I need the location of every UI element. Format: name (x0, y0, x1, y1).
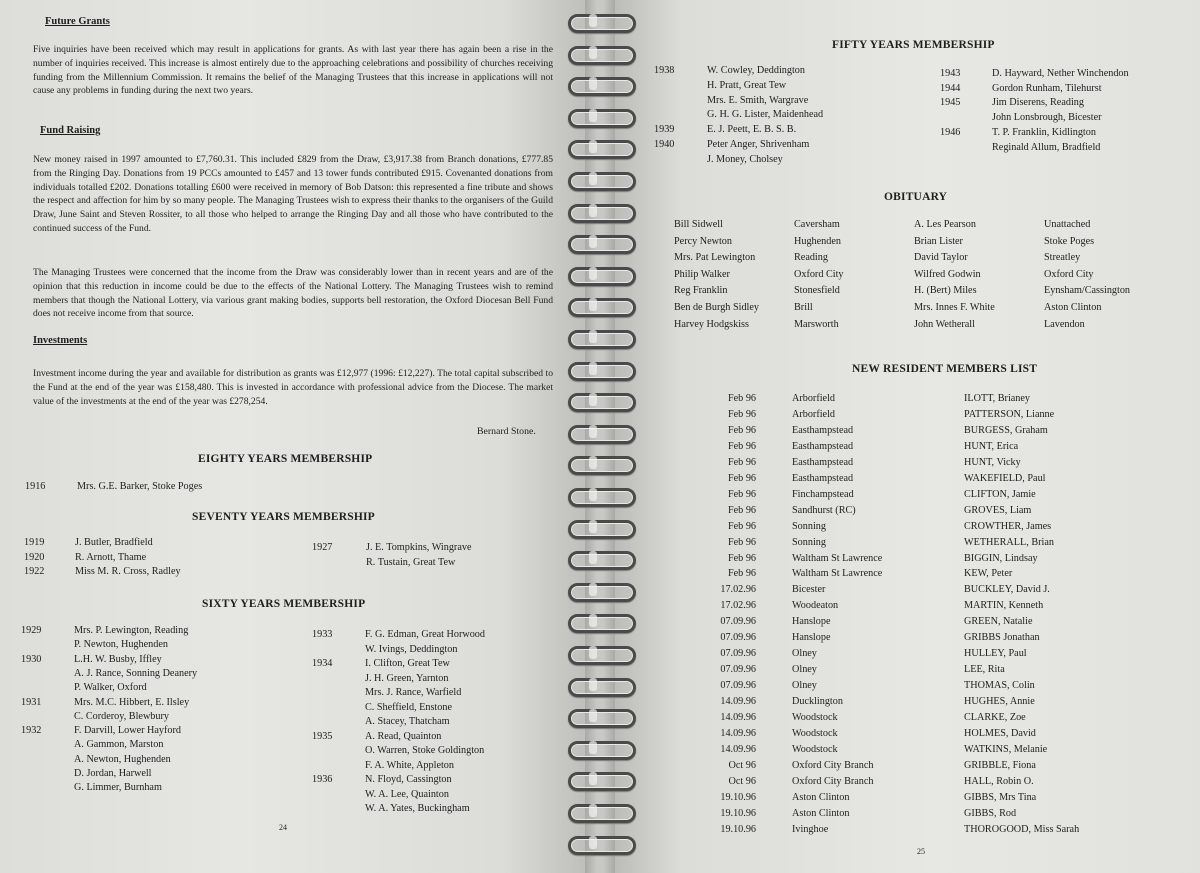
member-name: L.H. W. Busby, Iffley (74, 653, 162, 665)
member-name: D. Jordan, Harwell (74, 768, 152, 779)
member-name: Peter Anger, Shrivenham (707, 139, 810, 150)
member-name: A. Gammon, Marston (74, 739, 164, 751)
obituary-name: H. (Bert) Miles (914, 285, 977, 297)
member-name: G. H. G. Lister, Maidenhead (707, 109, 824, 121)
member-name: THOROGOOD, Miss Sarah (964, 823, 1080, 835)
member-date: Feb 96 (727, 393, 756, 404)
member-tower: Sonning (792, 536, 826, 548)
member-name: BIGGIN, Lindsay (964, 552, 1038, 564)
member-date: Feb 96 (727, 408, 756, 420)
member-date: Feb 96 (727, 424, 756, 436)
lottery-text: The Managing Trustees were concerned that the income from the Draw was considerably lower than in recent years and are of the opinion that this reduction in income could be due to the effects of the National Lottery. The Managing Trustees wish to remind members that though the National Lottery, via various grant making bodies, supports bell restoration, the Oxford Diocesan Bell Fund does not receive income from that source. (33, 267, 553, 320)
obituary-name: Percy Newton (674, 235, 732, 247)
member-name: MARTIN, Kenneth (964, 600, 1044, 612)
right-page (610, 0, 1200, 873)
member-date: Oct 96 (728, 775, 756, 787)
membership-year: 1936 (312, 774, 333, 785)
binding-ring (568, 330, 636, 349)
seventy-years-title: SEVENTY YEARS MEMBERSHIP (192, 511, 375, 523)
member-date: Feb 96 (727, 552, 756, 564)
member-name: Mrs. M.C. Hibbert, E. Ilsley (74, 696, 190, 708)
binding-ring (568, 614, 636, 633)
member-name: O. Warren, Stoke Goldington (365, 745, 485, 756)
member-name: N. Floyd, Cassington (365, 774, 452, 785)
membership-year: 1938 (654, 65, 675, 76)
member-name: WATKINS, Melanie (964, 743, 1048, 755)
obituary-place: Oxford City (1044, 268, 1094, 280)
member-name: Gordon Runham, Tilehurst (992, 82, 1102, 94)
member-name: Mrs. G.E. Barker, Stoke Poges (77, 481, 203, 492)
member-name: W. Ivings, Deddington (365, 643, 458, 655)
member-name: F. G. Edman, Great Horwood (365, 629, 485, 640)
member-name: T. P. Franklin, Kidlington (992, 126, 1096, 138)
member-date: 14.09.96 (720, 696, 756, 708)
obituary-place: Oxford City (794, 268, 844, 280)
member-name: ILOTT, Brianey (964, 393, 1031, 404)
member-tower: Woodstock (792, 743, 838, 755)
member-date: Feb 96 (727, 568, 756, 580)
eighty-years-title: EIGHTY YEARS MEMBERSHIP (198, 453, 373, 465)
member-name: J. Butler, Bradfield (75, 537, 153, 548)
member-tower: Aston Clinton (792, 807, 850, 819)
member-date: 14.09.96 (720, 712, 756, 723)
member-name: Miss M. R. Cross, Radley (75, 566, 181, 577)
member-date: 14.09.96 (720, 727, 756, 739)
member-tower: Oxford City Branch (792, 759, 874, 771)
obituary-place: Stonesfield (794, 285, 840, 297)
member-tower: Bicester (792, 584, 826, 596)
member-date: Feb 96 (727, 536, 756, 548)
member-name: W. A. Lee, Quainton (365, 788, 449, 800)
member-tower: Finchampstead (792, 488, 854, 500)
member-tower: Easthampstead (792, 472, 854, 484)
member-date: Feb 96 (727, 440, 756, 452)
member-tower: Arborfield (792, 408, 835, 420)
member-tower: Easthampstead (792, 440, 854, 452)
membership-year: 1927 (312, 542, 333, 553)
member-name: CLARKE, Zoe (964, 712, 1026, 723)
member-tower: Woodstock (792, 712, 838, 723)
member-name: W. Cowley, Deddington (707, 65, 805, 76)
membership-year: 1930 (21, 653, 42, 665)
binding-ring (568, 109, 636, 128)
member-name: LEE, Rita (964, 664, 1005, 676)
member-name: GRIBBS Jonathan (964, 632, 1040, 644)
membership-year: 1929 (21, 625, 42, 636)
member-name: C. Sheffield, Enstone (365, 701, 452, 713)
binding-ring (568, 836, 636, 855)
obituary-name: Bill Sidwell (674, 219, 723, 230)
member-name: HOLMES, David (964, 727, 1036, 739)
member-tower: Woodeaton (792, 600, 839, 612)
member-tower: Aston Clinton (792, 791, 850, 803)
fifty-years-title: FIFTY YEARS MEMBERSHIP (832, 39, 995, 51)
obituary-name: A. Les Pearson (914, 219, 976, 230)
binding-ring (568, 140, 636, 159)
investments-heading: Investments (33, 335, 88, 346)
member-name: G. Limmer, Burnham (74, 782, 162, 794)
binding-ring (568, 14, 636, 33)
binding-ring (568, 235, 636, 254)
membership-year: 1945 (940, 97, 961, 109)
binding-ring (568, 646, 636, 665)
member-name: CLIFTON, Jamie (964, 488, 1036, 500)
obituary-name: Harvey Hodgskiss (674, 318, 749, 330)
member-date: Feb 96 (727, 520, 756, 532)
binding-ring (568, 583, 636, 602)
member-name: P. Newton, Hughenden (74, 639, 168, 651)
member-name: BUCKLEY, David J. (964, 584, 1050, 596)
member-date: 17.02.96 (720, 600, 756, 612)
member-date: 07.09.96 (720, 664, 756, 676)
member-name: A. Newton, Hughenden (74, 753, 171, 765)
member-tower: Hanslope (792, 616, 831, 628)
member-name: F. Darvill, Lower Hayford (74, 725, 181, 737)
membership-year: 1916 (25, 481, 46, 492)
member-name: A. Read, Quainton (365, 730, 442, 742)
obituary-name: John Wetherall (914, 318, 975, 330)
page-number-right: 25 (917, 847, 925, 856)
membership-year: 1933 (312, 629, 333, 640)
member-tower: Olney (792, 664, 817, 676)
member-name: WETHERALL, Brian (964, 536, 1054, 548)
obituary-place: Hughenden (794, 235, 841, 247)
binding-ring (568, 362, 636, 381)
member-date: Feb 96 (727, 456, 756, 468)
member-name: GRIBBLE, Fiona (964, 759, 1036, 771)
member-tower: Sonning (792, 520, 826, 532)
membership-year: 1934 (312, 658, 333, 669)
obituary-place: Streatley (1044, 252, 1081, 264)
binding-ring (568, 46, 636, 65)
member-name: C. Corderoy, Blewbury (74, 710, 169, 722)
binding-ring (568, 77, 636, 96)
member-date: 07.09.96 (720, 616, 756, 628)
binding-ring (568, 425, 636, 444)
member-name: J. Money, Cholsey (707, 153, 783, 165)
member-name: D. Hayward, Nether Winchendon (992, 68, 1129, 79)
member-date: 17.02.96 (720, 584, 756, 596)
member-name: HULLEY, Paul (964, 648, 1027, 660)
obituary-name: Mrs. Innes F. White (914, 302, 995, 313)
member-name: J. H. Green, Yarnton (365, 672, 449, 684)
obituary-name: David Taylor (914, 252, 968, 264)
member-date: Feb 96 (727, 504, 756, 516)
member-tower: Arborfield (792, 393, 835, 404)
obituary-title: OBITUARY (884, 191, 948, 203)
member-date: 07.09.96 (720, 648, 756, 660)
member-tower: Hanslope (792, 632, 831, 644)
binding-ring (568, 741, 636, 760)
obituary-place: Stoke Poges (1044, 235, 1095, 247)
member-tower: Waltham St Lawrence (792, 552, 883, 564)
obituary-place: Caversham (794, 219, 840, 230)
member-date: 14.09.96 (720, 743, 756, 755)
member-name: Mrs. E. Smith, Wargrave (707, 94, 809, 106)
obituary-name: Philip Walker (674, 268, 730, 280)
member-tower: Oxford City Branch (792, 775, 874, 787)
member-name: HUNT, Erica (964, 440, 1019, 452)
member-name: Reginald Allum, Bradfield (992, 141, 1101, 153)
member-name: Mrs. P. Lewington, Reading (74, 625, 189, 636)
member-name: R. Arnott, Thame (75, 551, 147, 563)
binding-ring (568, 456, 636, 475)
member-name: HUGHES, Annie (964, 696, 1035, 708)
binding-ring (568, 172, 636, 191)
member-date: 19.10.96 (720, 807, 756, 819)
membership-year: 1935 (312, 730, 333, 742)
membership-year: 1932 (21, 725, 42, 737)
membership-year: 1944 (940, 82, 961, 94)
member-name: Jim Diserens, Reading (992, 97, 1084, 109)
membership-year: 1946 (940, 126, 961, 138)
membership-year: 1943 (940, 68, 961, 79)
member-name: BURGESS, Graham (964, 424, 1048, 436)
fund-raising-text: New money raised in 1997 amounted to £7,760.31. This included £829 from the Draw, £3,917.38 from Branch donations, £777.85 from the Ringing Day. Donations from 19 PCCs amounted to £457 and 13 tower funds contributed £915. Covenanted donations from individuals totalled £202. Donations totalling £600 were received in memory of Bob Datson: this represented a fine tribute and shows the respect and affection for him by so many people. The Managing Trustees wish to express their thanks to the organisers of the Guild Draw, June Saint and Steven Rossiter, to all those who helped to arrange the Ringing Day and all those who have contributed to the continued success of the Fund. (33, 154, 553, 234)
member-name: J. E. Tompkins, Wingrave (366, 542, 472, 553)
member-date: Feb 96 (727, 472, 756, 484)
member-name: GIBBS, Rod (964, 807, 1017, 819)
page-number-left: 24 (279, 823, 287, 832)
left-page (0, 0, 590, 873)
member-name: GREEN, Natalie (964, 616, 1033, 628)
member-tower: Olney (792, 648, 817, 660)
binding-ring (568, 204, 636, 223)
member-tower: Olney (792, 680, 817, 692)
signature: Bernard Stone. (477, 426, 536, 437)
obituary-name: Reg Franklin (674, 285, 728, 297)
member-date: 19.10.96 (720, 791, 756, 803)
obituary-place: Aston Clinton (1044, 302, 1102, 313)
membership-year: 1940 (654, 139, 675, 150)
member-tower: Waltham St Lawrence (792, 568, 883, 580)
member-name: KEW, Peter (964, 568, 1013, 580)
member-name: W. A. Yates, Buckingham (365, 803, 470, 814)
member-name: P. Walker, Oxford (74, 682, 147, 694)
fund-raising-heading: Fund Raising (40, 125, 101, 136)
member-name: A. J. Rance, Sonning Deanery (74, 667, 198, 679)
member-name: E. J. Peett, E. B. S. B. (707, 124, 797, 136)
obituary-name: Mrs. Pat Lewington (674, 252, 756, 264)
obituary-place: Brill (794, 302, 813, 313)
member-date: Feb 96 (727, 488, 756, 500)
future-grants-text: Five inquiries have been received which may result in applications for grants. As with last year there has again been a rise in the number of inquiries received. This increase is almost entirely due to the approaching celebrations and possibility of churches receiving funding from the Millennium Commission. It remains the belief of the Managing Trustees that this increase in applications will not cause any problems in funding during the next two years. (33, 44, 553, 97)
binding-ring (568, 772, 636, 791)
membership-year: 1919 (24, 537, 45, 548)
binding-ring (568, 520, 636, 539)
obituary-name: Ben de Burgh Sidley (674, 302, 759, 313)
new-members-title: NEW RESIDENT MEMBERS LIST (852, 363, 1038, 375)
membership-year: 1931 (21, 696, 42, 708)
member-name: GIBBS, Mrs Tina (964, 791, 1037, 803)
member-tower: Ducklington (792, 696, 843, 708)
member-name: John Lonsbrough, Bicester (992, 112, 1102, 124)
member-name: R. Tustain, Great Tew (366, 556, 456, 568)
member-date: 07.09.96 (720, 680, 756, 692)
member-name: PATTERSON, Lianne (964, 408, 1055, 420)
membership-year: 1939 (654, 124, 675, 136)
member-name: THOMAS, Colin (964, 680, 1035, 692)
member-tower: Sandhurst (RC) (792, 504, 856, 516)
member-name: HUNT, Vicky (964, 456, 1021, 468)
obituary-place: Eynsham/Cassington (1044, 285, 1131, 297)
member-tower: Woodstock (792, 727, 838, 739)
member-name: Mrs. J. Rance, Warfield (365, 687, 462, 698)
member-tower: Ivinghoe (792, 823, 829, 835)
obituary-name: Brian Lister (914, 235, 963, 247)
member-date: 07.09.96 (720, 632, 756, 644)
binding-ring (568, 488, 636, 507)
binding-ring (568, 551, 636, 570)
member-name: WAKEFIELD, Paul (964, 472, 1046, 484)
binding-ring (568, 709, 636, 728)
member-name: A. Stacey, Thatcham (365, 716, 450, 727)
member-name: I. Clifton, Great Tew (365, 658, 450, 669)
obituary-place: Lavendon (1044, 318, 1085, 330)
member-name: CROWTHER, James (964, 520, 1052, 532)
member-name: F. A. White, Appleton (365, 759, 454, 771)
member-tower: Easthampstead (792, 456, 854, 468)
obituary-place: Reading (794, 252, 828, 264)
investments-text: Investment income during the year and available for distribution as grants was £12,977 (1996: £12,227). The total capital subscribed to the Fund at the end of the year was £158,480. This is invested in accordance with professional advice from the Diocese. The market value of the investments at the end of the year was £278,254. (33, 368, 553, 407)
member-date: Oct 96 (728, 759, 756, 771)
member-name: GROVES, Liam (964, 504, 1032, 516)
binding-ring (568, 393, 636, 412)
obituary-place: Marsworth (794, 318, 839, 330)
member-name: H. Pratt, Great Tew (707, 79, 787, 91)
sixty-years-title: SIXTY YEARS MEMBERSHIP (202, 598, 366, 610)
member-date: 19.10.96 (720, 823, 756, 835)
membership-year: 1922 (24, 566, 45, 577)
member-name: HALL, Robin O. (964, 775, 1034, 787)
binding-ring (568, 267, 636, 286)
member-tower: Easthampstead (792, 424, 854, 436)
obituary-place: Unattached (1044, 219, 1091, 230)
membership-year: 1920 (24, 551, 45, 563)
obituary-name: Wilfred Godwin (914, 268, 981, 280)
binding-ring (568, 678, 636, 697)
future-grants-heading: Future Grants (45, 16, 110, 27)
binding-ring (568, 804, 636, 823)
binding-ring (568, 298, 636, 317)
